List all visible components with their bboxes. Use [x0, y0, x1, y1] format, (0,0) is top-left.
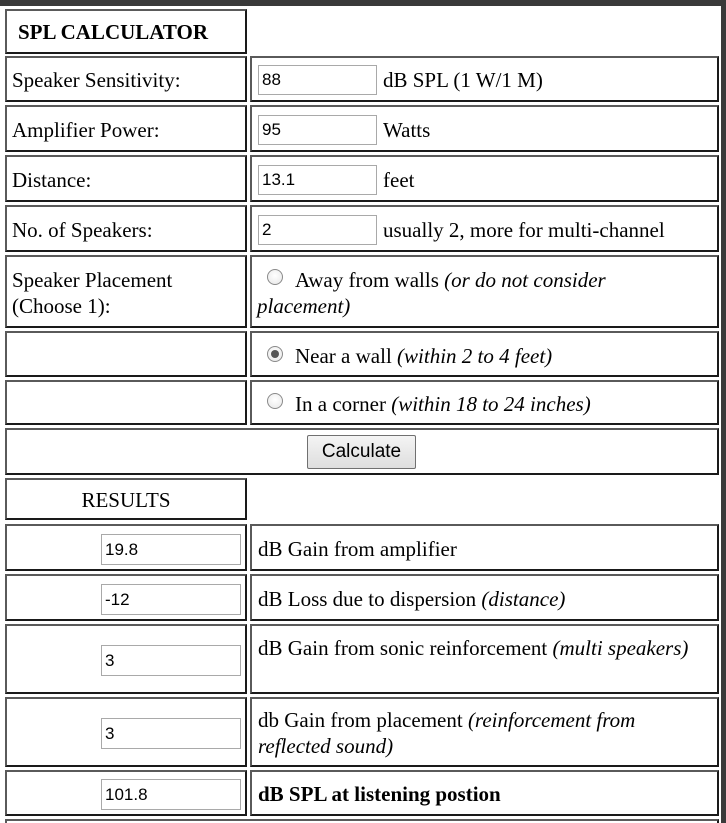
- total-spl-output[interactable]: [101, 779, 241, 810]
- power-label: Amplifier Power:: [12, 118, 160, 142]
- placement-label-cell: [5, 255, 247, 328]
- in-a-corner-label[interactable]: In a corner (within 18 to 24 inches): [295, 392, 591, 416]
- result-dispersion-label-cell: [250, 574, 719, 621]
- sensitivity-unit: dB SPL (1 W/1 M): [383, 68, 543, 92]
- sensitivity-label: Speaker Sensitivity:: [12, 68, 181, 92]
- near-a-wall-radio[interactable]: [267, 346, 283, 362]
- title-cell: [5, 9, 247, 54]
- empty-cell: [5, 380, 247, 425]
- distance-input[interactable]: [258, 165, 377, 195]
- sensitivity-input[interactable]: [258, 65, 377, 95]
- placement-label: Speaker Placement (Choose 1):: [12, 268, 173, 318]
- window-right-border: [721, 0, 726, 823]
- results-heading-cell: [5, 478, 247, 520]
- result-amplifier-label-cell: [250, 524, 719, 571]
- reinforcement-gain-output[interactable]: [101, 645, 241, 676]
- reinforcement-gain-label: dB Gain from sonic reinforcement (multi speakers): [258, 636, 689, 660]
- page-title: SPL CALCULATOR: [18, 20, 209, 44]
- calculate-cell: [5, 428, 719, 475]
- amplifier-gain-output[interactable]: [101, 534, 241, 565]
- power-value-cell: [250, 105, 719, 152]
- sensitivity-label-cell: [5, 56, 247, 102]
- result-reinforcement-label-cell: [250, 624, 719, 694]
- result-reinforcement-value-cell: [5, 624, 247, 694]
- result-total-label-cell: [250, 770, 719, 816]
- power-label-cell: [5, 105, 247, 152]
- amplifier-gain-label: dB Gain from amplifier: [258, 537, 457, 561]
- placement-option-corner-cell: [250, 380, 719, 425]
- dispersion-loss-label: dB Loss due to dispersion (distance): [258, 587, 566, 611]
- distance-label: Distance:: [12, 168, 92, 192]
- away-from-walls-label[interactable]: Away from walls (or do not consider placement): [257, 268, 606, 318]
- power-input[interactable]: [258, 115, 377, 145]
- placement-gain-output[interactable]: [101, 718, 241, 749]
- speakers-value-cell: [250, 205, 719, 252]
- results-heading: RESULTS: [81, 488, 171, 512]
- distance-label-cell: [5, 155, 247, 202]
- result-placement-label-cell: [250, 697, 719, 767]
- placement-gain-label: db Gain from placement (reinforcement from reflected sound): [258, 708, 636, 758]
- near-a-wall-label[interactable]: Near a wall (within 2 to 4 feet): [295, 344, 553, 368]
- in-a-corner-radio[interactable]: [267, 393, 283, 409]
- empty-cell: [5, 331, 247, 377]
- sensitivity-value-cell: [250, 56, 719, 102]
- speakers-input[interactable]: [258, 215, 377, 245]
- window-top-border: [0, 0, 726, 6]
- result-amplifier-value-cell: [5, 524, 247, 571]
- calculate-button[interactable]: Calculate: [307, 435, 416, 469]
- placement-option-wall-cell: [250, 331, 719, 377]
- speakers-label-cell: [5, 205, 247, 252]
- result-placement-value-cell: [5, 697, 247, 767]
- distance-unit: feet: [383, 168, 415, 192]
- placement-option-away-cell: [250, 255, 719, 328]
- result-total-value-cell: [5, 770, 247, 816]
- speakers-label: No. of Speakers:: [12, 218, 153, 242]
- table-bottom-edge: [5, 819, 719, 823]
- power-unit: Watts: [383, 118, 431, 142]
- distance-value-cell: [250, 155, 719, 202]
- speakers-unit: usually 2, more for multi-channel: [383, 218, 665, 242]
- result-dispersion-value-cell: [5, 574, 247, 621]
- dispersion-loss-output[interactable]: [101, 584, 241, 615]
- total-spl-label: dB SPL at listening postion: [258, 782, 501, 806]
